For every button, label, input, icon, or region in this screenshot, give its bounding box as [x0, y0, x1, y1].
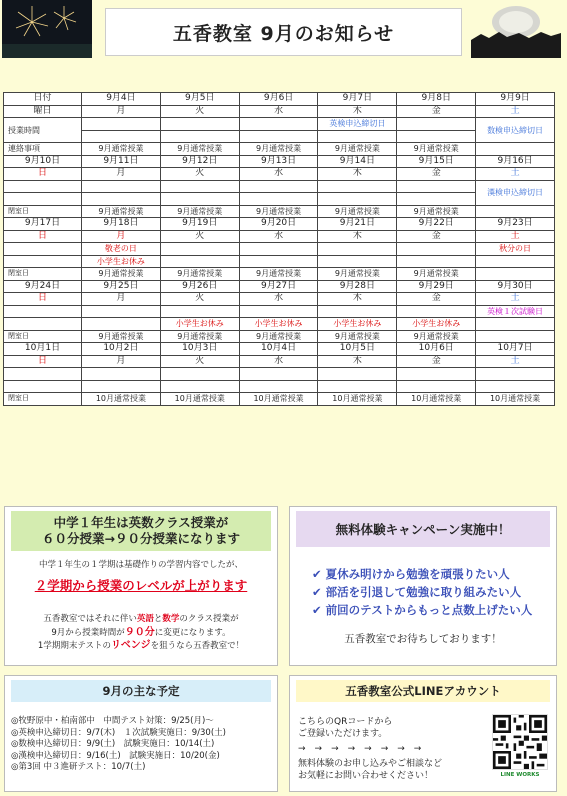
- check-icon: ✔: [312, 585, 322, 599]
- schedule-item: ◎漢検申込締切日：9/16(土) 試験実施日：10/20(金): [11, 750, 220, 761]
- class-cell: 9月通常授業: [239, 268, 318, 281]
- cell: [318, 180, 397, 193]
- col-header: 日付: [4, 93, 82, 106]
- closed-label: 閉室日: [4, 268, 82, 281]
- event-cell: 数検申込締切日: [476, 118, 555, 143]
- cell: [397, 180, 476, 193]
- class-cell: 9月通常授業: [160, 268, 239, 281]
- cell: [239, 305, 318, 318]
- check-icon: ✔: [312, 603, 322, 617]
- date-cell: 9月19日: [160, 218, 239, 231]
- notice-title: [11, 511, 271, 551]
- cell: [397, 368, 476, 381]
- date-cell: 9月22日: [397, 218, 476, 231]
- notice-cell: 小学生お休み: [239, 318, 318, 331]
- cell: [239, 130, 318, 143]
- day-cell: 火: [160, 230, 239, 243]
- row-label: 授業時間: [4, 118, 82, 143]
- day-cell: 月: [82, 105, 161, 118]
- day-cell: 日: [4, 230, 82, 243]
- monthly-schedule: [4, 675, 278, 792]
- day-cell: 金: [397, 230, 476, 243]
- class-cell: 9月通常授業: [160, 143, 239, 156]
- notice-cell: 小学生お休み: [160, 318, 239, 331]
- day-cell: 日: [4, 168, 82, 181]
- closed-label: 閉室日: [4, 205, 82, 218]
- check-icon: ✔: [312, 567, 322, 581]
- cell: [476, 143, 555, 156]
- date-cell: 10月3日: [160, 343, 239, 356]
- page-title: 五香教室 9月のお知らせ: [105, 8, 462, 56]
- day-cell: 木: [318, 355, 397, 368]
- class-cell: 9月通常授業: [239, 205, 318, 218]
- cell: [397, 130, 476, 143]
- line-text-3: 無料体験のお申し込みやご相談など: [298, 759, 443, 769]
- cell: [239, 118, 318, 131]
- class-cell: 10月通常授業: [160, 393, 239, 406]
- notice-title-line1: 中学１年生は英数クラス授業が: [53, 515, 229, 530]
- date-cell: 9月18日: [82, 218, 161, 231]
- date-cell: 9月29日: [397, 280, 476, 293]
- line-text-4: お気軽にお問い合わせください！: [298, 771, 434, 781]
- qr-code-icon[interactable]: [492, 714, 548, 770]
- class-cell: 9月通常授業: [160, 205, 239, 218]
- date-cell: 9月20日: [239, 218, 318, 231]
- cell: [318, 130, 397, 143]
- day-cell: 月: [82, 168, 161, 181]
- class-cell: 9月通常授業: [318, 330, 397, 343]
- day-cell: 水: [239, 168, 318, 181]
- campaign-item: [312, 583, 521, 601]
- closed-label: 閉室日: [4, 393, 82, 406]
- schedule-calendar: [3, 92, 555, 406]
- cell: [82, 368, 161, 381]
- cell: [82, 305, 161, 318]
- schedule-item: ◎数検申込締切日：9/9(土) 試験実施日：10/14(土): [11, 739, 215, 749]
- text: 五香教室ではそれに伴い: [43, 614, 137, 624]
- cell: [160, 255, 239, 268]
- class-cell: 9月通常授業: [160, 330, 239, 343]
- class-cell: 9月通常授業: [397, 205, 476, 218]
- cell: [4, 368, 82, 381]
- row-label: 連絡事項: [4, 143, 82, 156]
- cell: [318, 243, 397, 256]
- free-trial-campaign: [289, 506, 557, 666]
- day-cell: 土: [476, 293, 555, 306]
- cell: [476, 330, 555, 343]
- fireworks-image-left: [2, 0, 92, 58]
- day-cell: 水: [239, 230, 318, 243]
- day-cell: 月: [82, 230, 161, 243]
- class-cell: 9月通常授業: [82, 205, 161, 218]
- date-cell: 9月21日: [318, 218, 397, 231]
- class-cell: 10月通常授業: [476, 393, 555, 406]
- cell: [476, 368, 555, 381]
- class-cell: 9月通常授業: [397, 268, 476, 281]
- arrows: → → → → → → → →: [298, 744, 422, 754]
- cell: [4, 243, 82, 256]
- line-text: [298, 716, 442, 782]
- date-cell: 9月5日: [160, 93, 239, 106]
- cell: [397, 305, 476, 318]
- cell: [160, 130, 239, 143]
- class-cell: 9月通常授業: [239, 330, 318, 343]
- cell: [4, 305, 82, 318]
- date-cell: 9月14日: [318, 155, 397, 168]
- cell: [160, 305, 239, 318]
- day-cell: 金: [397, 168, 476, 181]
- schedule-item: ◎牧野原中・柏南部中 中間テスト対策：9/25(月)～: [11, 716, 214, 726]
- line-title: 五香教室公式LINEアカウント: [296, 680, 550, 702]
- date-cell: 9月28日: [318, 280, 397, 293]
- campaign-item-text: 夏休み明けから勉強を頑張りたい人: [325, 567, 510, 581]
- date-cell: 9月16日: [476, 155, 555, 168]
- minutes-label: ９０分: [124, 627, 155, 638]
- level-up-headline: ２学期から授業のレベルが上がります: [34, 578, 248, 593]
- schedule-list: [11, 716, 226, 774]
- day-cell: 金: [397, 355, 476, 368]
- cell: [4, 318, 82, 331]
- class-cell: 9月通常授業: [397, 330, 476, 343]
- class-cell: 9月通常授業: [82, 330, 161, 343]
- cell: [82, 118, 161, 131]
- class-cell: 10月通常授業: [397, 393, 476, 406]
- cell: [82, 180, 161, 193]
- text: に変更になります。: [154, 628, 231, 638]
- date-cell: 10月7日: [476, 343, 555, 356]
- date-cell: 9月9日: [476, 93, 555, 106]
- cell: [397, 380, 476, 393]
- day-cell: 木: [318, 168, 397, 181]
- campaign-item-text: 部活を引退して勉強に取り組みたい人: [325, 585, 522, 599]
- cell: [476, 205, 555, 218]
- day-cell: 水: [239, 355, 318, 368]
- notice-text: [5, 613, 277, 626]
- text: のクラス授業が: [179, 614, 239, 624]
- campaign-item-text: 前回のテストからもっと点数上げたい人: [325, 603, 533, 617]
- cell: [476, 318, 555, 331]
- cell: [239, 255, 318, 268]
- line-text-1: こちらのQRコードから: [298, 717, 393, 727]
- date-cell: 9月13日: [239, 155, 318, 168]
- day-cell: 火: [160, 293, 239, 306]
- day-cell: 日: [4, 293, 82, 306]
- cell: [318, 305, 397, 318]
- day-cell: 金: [397, 293, 476, 306]
- class-cell: 9月通常授業: [397, 143, 476, 156]
- cell: [82, 318, 161, 331]
- cell: [4, 193, 82, 206]
- revenge-label: リベンジ: [111, 640, 151, 651]
- campaign-title: 無料体験キャンペーン実施中！: [296, 511, 550, 547]
- cell: [397, 255, 476, 268]
- cell: [239, 368, 318, 381]
- cell: [239, 193, 318, 206]
- cell: [160, 180, 239, 193]
- day-cell: 金: [397, 105, 476, 118]
- notice-text: [5, 626, 277, 640]
- text: と: [153, 614, 163, 624]
- cell: [82, 193, 161, 206]
- event-cell: 英検１次試験日: [476, 305, 555, 318]
- cell: [239, 243, 318, 256]
- day-cell: 木: [318, 230, 397, 243]
- day-cell: 月: [82, 355, 161, 368]
- cell: [397, 118, 476, 131]
- cell: [239, 380, 318, 393]
- cell: [318, 193, 397, 206]
- date-cell: 9月10日: [4, 155, 82, 168]
- cell: [160, 243, 239, 256]
- date-cell: 10月1日: [4, 343, 82, 356]
- date-cell: 9月17日: [4, 218, 82, 231]
- schedule-item: ◎第3回 中３進研テスト：10/7(土): [11, 762, 146, 772]
- cell: [4, 380, 82, 393]
- schedule-item: ◎英検申込締切日：9/7(木) １次試験実施日：9/30(土): [11, 727, 226, 738]
- day-cell: 土: [476, 105, 555, 118]
- class-cell: 10月通常授業: [82, 393, 161, 406]
- date-cell: 10月5日: [318, 343, 397, 356]
- date-cell: 9月6日: [239, 93, 318, 106]
- day-cell: 土: [476, 355, 555, 368]
- cell: [239, 180, 318, 193]
- cell: [82, 380, 161, 393]
- date-cell: 9月24日: [4, 280, 82, 293]
- event-cell: 漢検申込締切日: [476, 180, 555, 205]
- date-cell: 9月12日: [160, 155, 239, 168]
- date-cell: 9月8日: [397, 93, 476, 106]
- cell: [160, 368, 239, 381]
- day-cell: 木: [318, 293, 397, 306]
- day-cell: 火: [160, 355, 239, 368]
- cell: [82, 130, 161, 143]
- notice-cell: 小学生お休み: [397, 318, 476, 331]
- cell: [4, 255, 82, 268]
- date-cell: 10月2日: [82, 343, 161, 356]
- class-cell: 9月通常授業: [318, 205, 397, 218]
- line-works-label: LINE WORKS: [500, 772, 540, 778]
- notice-text: 中学１年生の１学期は基礎作りの学習内容でしたが、: [38, 560, 243, 570]
- cell: [160, 193, 239, 206]
- date-cell: 9月7日: [318, 93, 397, 106]
- cell: [160, 380, 239, 393]
- text: を狙うなら五香教室で！: [150, 641, 245, 651]
- closed-label: 閉室日: [4, 330, 82, 343]
- class-cell: 9月通常授業: [82, 143, 161, 156]
- moon-night-image-right: [471, 0, 561, 58]
- event-cell: 英検申込締切日: [318, 118, 397, 131]
- day-cell: 日: [4, 355, 82, 368]
- day-cell: 土: [476, 230, 555, 243]
- campaign-footer: 五香教室でお待ちしております！: [344, 633, 502, 645]
- date-cell: 9月30日: [476, 280, 555, 293]
- cell: [318, 368, 397, 381]
- notice-title-line2: ６０分授業→９０分授業になります: [42, 531, 240, 546]
- cell: [397, 193, 476, 206]
- day-cell: 火: [160, 168, 239, 181]
- class-cell: 10月通常授業: [318, 393, 397, 406]
- cell: [476, 255, 555, 268]
- line-account: [289, 675, 557, 792]
- date-cell: 10月4日: [239, 343, 318, 356]
- class-cell: 10月通常授業: [239, 393, 318, 406]
- day-cell: 水: [239, 105, 318, 118]
- campaign-item: [312, 601, 532, 619]
- math-label: 数学: [162, 614, 180, 624]
- day-cell: 木: [318, 105, 397, 118]
- date-cell: 9月27日: [239, 280, 318, 293]
- class-cell: 9月通常授業: [318, 268, 397, 281]
- class-cell: 9月通常授業: [318, 143, 397, 156]
- day-cell: 水: [239, 293, 318, 306]
- cell: [160, 118, 239, 131]
- notice-cell: 小学生お休み: [82, 255, 161, 268]
- schedule-title: 9月の主な予定: [11, 680, 271, 702]
- date-cell: 9月4日: [82, 93, 161, 106]
- date-cell: 9月25日: [82, 280, 161, 293]
- cell: [397, 243, 476, 256]
- class-cell: 9月通常授業: [82, 268, 161, 281]
- class-cell: 9月通常授業: [239, 143, 318, 156]
- cell: [476, 380, 555, 393]
- notice-cell: 小学生お休み: [318, 318, 397, 331]
- date-cell: 10月6日: [397, 343, 476, 356]
- campaign-item: [312, 565, 510, 583]
- cell: [318, 255, 397, 268]
- date-cell: 9月11日: [82, 155, 161, 168]
- date-cell: 9月23日: [476, 218, 555, 231]
- holiday-cell: 敬老の日: [82, 243, 161, 256]
- day-cell: 火: [160, 105, 239, 118]
- date-cell: 9月26日: [160, 280, 239, 293]
- english-label: 英語: [136, 614, 154, 624]
- day-cell: 土: [476, 168, 555, 181]
- col-header: 曜日: [4, 105, 82, 118]
- holiday-cell: 秋分の日: [476, 243, 555, 256]
- class-change-notice: [4, 506, 278, 666]
- cell: [4, 180, 82, 193]
- date-cell: 9月15日: [397, 155, 476, 168]
- notice-text: [5, 639, 277, 653]
- cell: [476, 268, 555, 281]
- day-cell: 月: [82, 293, 161, 306]
- line-text-2: ご登録いただけます。: [298, 729, 388, 739]
- text: 9月から授業時間が: [51, 628, 125, 638]
- cell: [318, 380, 397, 393]
- text: 1学期期末テストの: [37, 641, 111, 651]
